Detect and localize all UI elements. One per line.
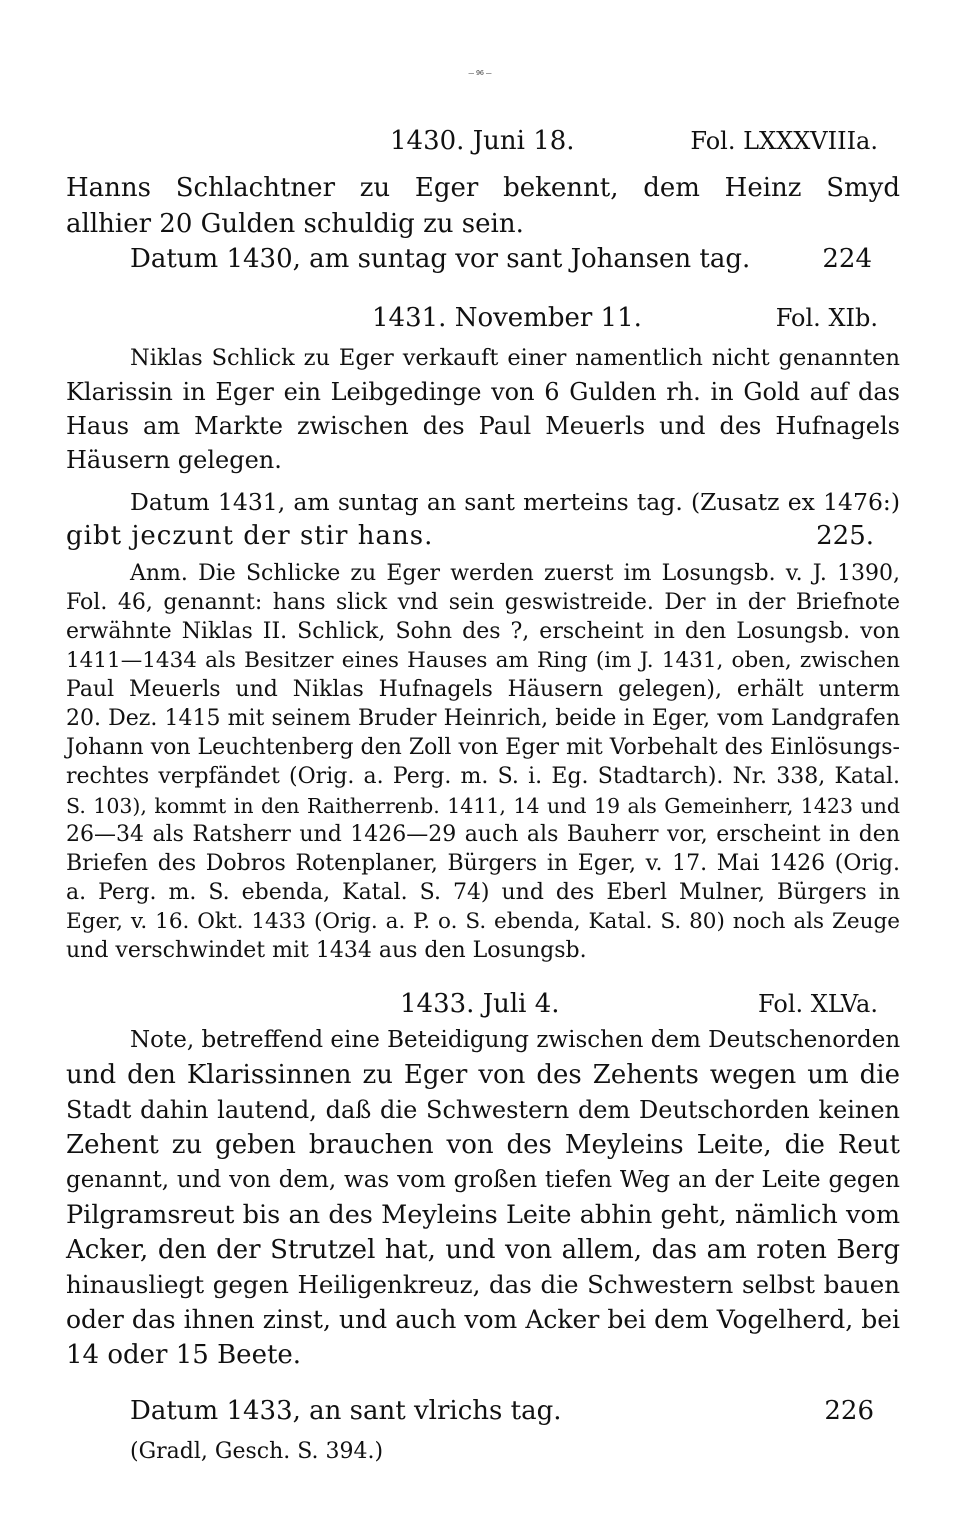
entry-224-datum: Datum 1430, am suntag vor sant Johansen tag. xyxy=(130,244,751,274)
entry-224-number: 224 xyxy=(822,244,872,274)
entry-226-number: 226 xyxy=(824,1396,874,1426)
entry-224-text-line: Hanns Schlachtner zu Eger bekennt, dem Heinz Smyd xyxy=(66,173,900,203)
entry-226-text-line: Pilgramsreut bis an des Meyleins Leite abhin geht, nämlich vom xyxy=(66,1200,900,1230)
entry-226-text-line: Zehent zu geben brauchen von des Meyleins Leite, die Reut xyxy=(66,1130,900,1160)
note-line: 26—34 als Ratsherr und 1426—29 auch als Bauherr vor, erscheint in den xyxy=(66,822,900,847)
entry-226-source: (Gradl, Gesch. S. 394.) xyxy=(130,1439,384,1464)
note-line: a. Perg. m. S. ebenda, Katal. S. 74) und des Eberl Mulner, Bürgers in xyxy=(66,880,900,905)
note-line: 20. Dez. 1415 mit seinem Bruder Heinrich, beide in Eger, vom Landgrafen xyxy=(66,706,900,731)
note-line: Paul Meuerls und Niklas Hufnagels Häusern gelegen), erhält unterm xyxy=(66,677,900,702)
entry-226-text-line: genannt, und von dem, was vom großen tiefen Weg an der Leite gegen xyxy=(66,1167,900,1193)
entry-226-date: 1433. Juli 4. xyxy=(400,989,560,1019)
entry-226-text-line: hinausliegt gegen Heiligenkreuz, das die Schwestern selbst bauen xyxy=(66,1270,900,1299)
note-line: und verschwindet mit 1434 aus den Losungsb. xyxy=(66,938,587,963)
entry-224-date: 1430. Juni 18. xyxy=(390,126,575,156)
entry-226-text-line: oder das ihnen zinst, und auch vom Acker bei dem Vogelherd, bei xyxy=(66,1305,900,1334)
entry-226-text-line: Note, betreffend eine Beteidigung zwischen dem Deutschenorden xyxy=(130,1027,901,1053)
entry-226-datum: Datum 1433, an sant vlrichs tag. xyxy=(130,1396,562,1426)
entry-224-folio: Fol. LXXXVIIIa. xyxy=(690,127,878,155)
note-line: Fol. 46, genannt: hans slick vnd sein geswistreide. Der in der Briefnote xyxy=(66,590,900,615)
entry-225-addendum: gibt jeczunt der stir hans. xyxy=(66,521,434,551)
entry-224-text-line: allhier 20 Gulden schuldig zu sein. xyxy=(66,209,524,239)
note-line: rechtes verpfändet (Orig. a. Perg. m. S. i. Eg. Stadtarch). Nr. 338, Katal. xyxy=(66,764,900,789)
note-line: S. 103), kommt in den Raitherrenb. 1411, 14 und 19 als Gemeinherr, 1423 und xyxy=(66,794,900,818)
page-number: — 96 — xyxy=(468,70,492,77)
note-line: erwähnte Niklas II. Schlick, Sohn des ?, erscheint in den Losungsb. von xyxy=(66,619,900,644)
entry-225-text-line: Haus am Markte zwischen des Paul Meuerls und des Hufnagels xyxy=(66,412,900,440)
entry-225-number: 225. xyxy=(816,521,874,551)
entry-225-folio: Fol. XIb. xyxy=(775,304,878,332)
note-line: Briefen des Dobros Rotenplaner, Bürgers in Eger, v. 17. Mai 1426 (Orig. xyxy=(66,851,900,876)
entry-226-text-line: Acker, den der Strutzel hat, und von allem, das am roten Berg xyxy=(66,1235,900,1265)
entry-226-text-line: Stadt dahin lautend, daß die Schwestern dem Deutschorden keinen xyxy=(66,1096,900,1124)
note-line: Anm. Die Schlicke zu Eger werden zuerst im Losungsb. v. J. 1390, xyxy=(130,561,900,586)
entry-225-date: 1431. November 11. xyxy=(372,303,642,333)
note-line: Johann von Leuchtenberg den Zoll von Eger mit Vorbehalt des Einlösungs- xyxy=(66,735,900,760)
entry-225-datum: Datum 1431, am suntag an sant merteins tag. (Zusatz ex 1476:) xyxy=(130,488,900,516)
entry-226-text-line: 14 oder 15 Beete. xyxy=(66,1340,302,1370)
note-line: Eger, v. 16. Okt. 1433 (Orig. a. P. o. S. ebenda, Katal. S. 80) noch als Zeuge xyxy=(66,909,900,934)
entry-225-text-line: Häusern gelegen. xyxy=(66,446,282,474)
entry-226-folio: Fol. XLVa. xyxy=(758,990,878,1018)
entry-225-text-line: Niklas Schlick zu Eger verkauft einer namentlich nicht genannten xyxy=(130,345,900,371)
entry-225-text-line: Klarissin in Eger ein Leibgedinge von 6 Gulden rh. in Gold auf das xyxy=(66,378,900,406)
entry-226-text-line: und den Klarissinnen zu Eger von des Zehents wegen um die xyxy=(66,1060,900,1090)
note-line: 1411—1434 als Besitzer eines Hauses am Ring (im J. 1431, oben, zwischen xyxy=(66,648,900,673)
